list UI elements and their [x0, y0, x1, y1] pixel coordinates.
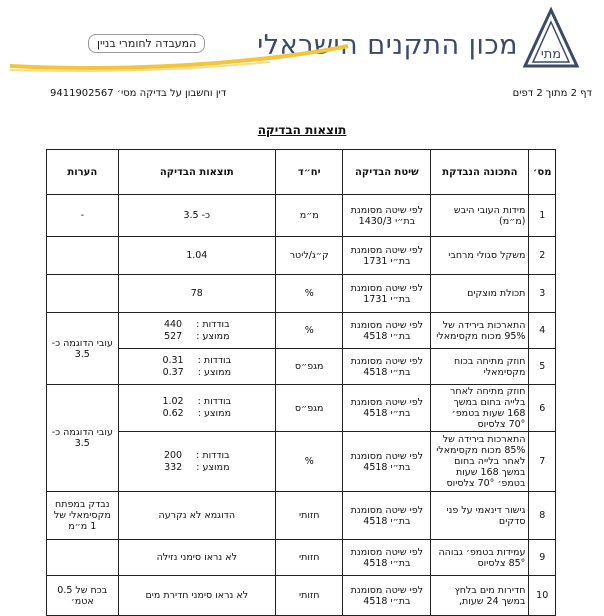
cell-method: לפי שיטה מסומנת בת״י 1731 [343, 275, 431, 313]
cell-method: לפי שיטה מסומנת בת״י 4518 [343, 313, 431, 349]
lab-name-badge: המעבדה לחומרי בניין [88, 34, 205, 53]
cell-unit: חזותי [275, 492, 342, 540]
cell-notes [47, 275, 119, 313]
table-row [47, 540, 556, 576]
result-label-individual: בודדות : [196, 449, 230, 461]
cell-property: התארכות בירידה של 95% מכוח מקסימאלי [431, 313, 529, 349]
cell-property: גישור דינאמי על פני סדקים [431, 492, 529, 540]
cell-no: 10 [529, 576, 556, 616]
table-row [47, 275, 556, 313]
cell-method: לפי שיטה מסומנת בת״י 4518 [343, 385, 431, 432]
header-property: התכונה הנבדקת [431, 150, 529, 195]
cell-method: לפי שיטה מסומנת בת״י 4518 [343, 492, 431, 540]
cell-unit: חזותי [275, 576, 342, 616]
cell-property: תכולת מוצקים [431, 275, 529, 313]
cell-notes-merged: עובי הדוגמה כ- 3.5 [47, 385, 119, 492]
header-unit: יח״ד [275, 150, 342, 195]
cell-unit: % [275, 432, 342, 492]
cell-unit: ק״ג/ליטר [275, 237, 342, 275]
cell-result [118, 313, 275, 349]
result-label-average: ממוצע : [197, 408, 232, 419]
cell-notes: נבדק במפתח מקסימאלי של 1 מ״מ [47, 492, 119, 540]
cell-method: לפי שיטה מסומנת בת״י 1731 [343, 237, 431, 275]
cell-method: לפי שיטה מסומנת בת״י 4518 [343, 576, 431, 616]
cell-unit: מגפ״ס [275, 385, 342, 432]
header-method: שיטת הבדיקה [343, 150, 431, 195]
cell-notes [47, 540, 119, 576]
result-label-individual: בודדות : [197, 396, 232, 407]
section-title: תוצאות הבדיקה [257, 123, 347, 137]
table-header-row [47, 150, 556, 195]
result-value-individual: 0.31 [162, 354, 184, 366]
cell-result: לא נראו סימני חדירת מים [118, 576, 275, 616]
cell-unit: חזותי [275, 540, 342, 576]
cell-result: 78 [118, 275, 275, 313]
cell-property: חדירות מים בלחץ במשך 24 שעות, [431, 576, 529, 616]
cell-notes: בכח של 0.5 אטמ׳ [47, 576, 119, 616]
table-row [47, 195, 556, 237]
institute-name: מכון התקנים הישראלי [257, 30, 518, 61]
result-label-average: ממוצע : [196, 330, 230, 342]
cell-property: משקל סגולי מרחבי [431, 237, 529, 275]
table-row [47, 237, 556, 275]
page-info: דף 2 מתוך 2 דפים [512, 88, 592, 99]
result-value-average: 527 [164, 330, 183, 342]
cell-property: חוזק מתיחה בכוח מקסימאלי [431, 349, 529, 385]
header-notes: הערות [47, 150, 119, 195]
cell-no: 2 [529, 237, 556, 275]
result-value-individual: 200 [163, 449, 183, 461]
cell-result [118, 432, 275, 492]
cell-result: הדוגמא לא נקרעה [118, 492, 275, 540]
cell-result [118, 349, 275, 385]
result-value-average: 0.62 [162, 408, 184, 419]
cell-no: 9 [529, 540, 556, 576]
cell-unit: מגפ״ס [275, 349, 342, 385]
header-no: מס׳ [529, 150, 556, 195]
cell-no: 1 [529, 195, 556, 237]
table-row [47, 432, 556, 492]
cell-method: לפי שיטה מסומנת בת״י 1430/3 [343, 195, 431, 237]
cell-notes [47, 237, 119, 275]
cell-method: לפי שיטה מסומנת בת״י 4518 [343, 349, 431, 385]
cell-unit: % [275, 275, 342, 313]
cell-no: 4 [529, 313, 556, 349]
table-row [47, 349, 556, 385]
cell-unit: מ״מ [275, 195, 342, 237]
logo-text: מתי [540, 47, 562, 62]
result-label-average: ממוצע : [196, 461, 230, 473]
cell-notes-merged: עובי הדוגמה כ- 3.5 [47, 313, 119, 385]
cell-unit: % [275, 313, 342, 349]
table-row [47, 492, 556, 540]
institute-logo [519, 6, 583, 74]
results-table [46, 149, 556, 616]
cell-method: לפי שיטה מסומנת בת״י 4518 [343, 432, 431, 492]
result-value-individual: 1.02 [162, 396, 184, 407]
result-value-average: 0.37 [162, 366, 184, 378]
table-row [47, 313, 556, 349]
cell-result: לא נראו סימני נזילה [118, 540, 275, 576]
cell-method: לפי שיטה מסומנת בת״י 4518 [343, 540, 431, 576]
cell-result: כ- 3.5 [118, 195, 275, 237]
cell-property: עמידות בטמפ׳ גבוהה 85° צלסיוס [431, 540, 529, 576]
cell-no: 7 [529, 432, 556, 492]
result-label-average: ממוצע : [197, 366, 232, 378]
cell-no: 8 [529, 492, 556, 540]
cell-property: חוזק מתיחה לאחר בלייה בחום במשך 168 שעות בטמפ׳ 70° צלסיוס [431, 385, 529, 432]
result-label-individual: בודדות : [197, 354, 232, 366]
cell-result: 1.04 [118, 237, 275, 275]
cell-no: 6 [529, 385, 556, 432]
table-row [47, 576, 556, 616]
report-number: דין וחשבון על בדיקה מסי׳ 9411902567 [50, 88, 227, 99]
header-result: תוצאות הבדיקה [118, 150, 275, 195]
result-value-individual: 440 [163, 318, 183, 330]
table-row [47, 385, 556, 432]
cell-no: 5 [529, 349, 556, 385]
result-label-individual: בודדות : [196, 318, 230, 330]
cell-property: התארכות בירידה של 85% מכוח מקסימאלי לאחר בלייה בחום במשך 168 שעות בטמפ׳ 70° צלסיוס [431, 432, 529, 492]
cell-result [118, 385, 275, 432]
result-value-average: 332 [164, 461, 183, 473]
logo-icon [519, 6, 583, 74]
cell-no: 3 [529, 275, 556, 313]
cell-property: מידות העובי היבש (מ״מ) [431, 195, 529, 237]
cell-notes: - [47, 195, 119, 237]
